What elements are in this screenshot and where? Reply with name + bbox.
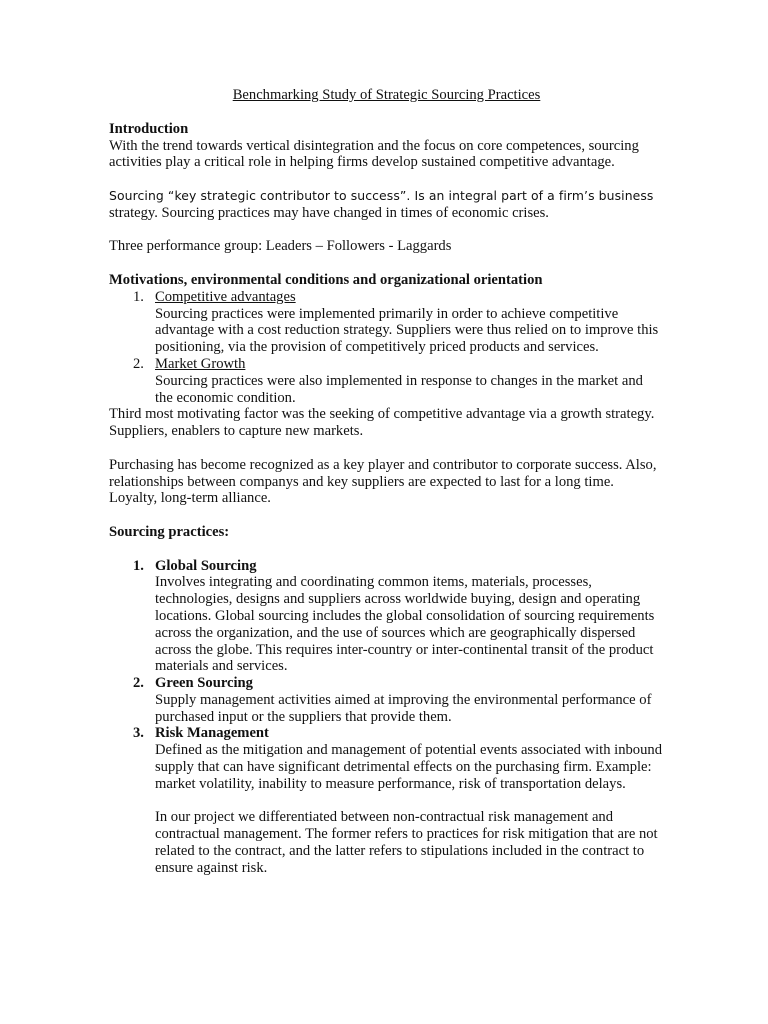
introduction-heading: Introduction bbox=[109, 120, 189, 137]
sourcing-paragraph-line-1: Sourcing “key strategic contributor to success”. Is an integral part of a firm’s business bbox=[109, 187, 654, 203]
motivation-item-text: Sourcing practices were implemented primarily in order to achieve competitive advantage with a cost reduction strategy. Suppliers were thus relied on to improve this positioning, via the provision of competitively priced products and services. bbox=[155, 305, 659, 356]
practice-item-number: 1. bbox=[133, 557, 144, 574]
motivation-item-title: Market Growth bbox=[155, 355, 246, 372]
practice-item bbox=[109, 725, 664, 792]
purchasing-paragraph: Purchasing has become recognized as a key player and contributor to corporate success. Also, relationships between companys and key suppliers are expected to last for a long time. Loyalty, long-term alliance. bbox=[109, 456, 657, 507]
motivation-item-text: Sourcing practices were also implemented in response to changes in the market and the economic condition. bbox=[155, 372, 643, 406]
third-factor-paragraph: Third most motivating factor was the seeking of competitive advantage via a growth strategy. Suppliers, enablers to capture new markets. bbox=[109, 406, 655, 440]
introduction-paragraph: With the trend towards vertical disintegration and the focus on core competences, sourcing activities play a critical role in helping firms develop sustained competitive advantage. bbox=[109, 137, 639, 171]
document-page bbox=[109, 87, 664, 877]
motivation-item-number: 2. bbox=[133, 355, 144, 372]
motivation-item-title: Competitive advantages bbox=[155, 288, 296, 305]
motivation-item bbox=[109, 356, 664, 406]
risk-followup-paragraph: In our project we differentiated between non-contractual risk management and contractual management. The former refers to practices for risk mitigation that are not related to the contract, and the latter refers to stipulations included in the contract to ensure against risk. bbox=[155, 809, 658, 876]
practice-item-text: Supply management activities aimed at improving the environmental performance of purchased input or the suppliers that provide them. bbox=[155, 691, 652, 725]
practice-item bbox=[109, 558, 664, 676]
motivations-heading: Motivations, environmental conditions and organizational orientation bbox=[109, 271, 543, 288]
sourcing-practices-heading: Sourcing practices: bbox=[109, 523, 230, 540]
practice-item-title: Global Sourcing bbox=[155, 557, 257, 574]
sourcing-paragraph-line-2: strategy. Sourcing practices may have changed in times of economic crises. bbox=[109, 204, 549, 221]
practice-item-text: Involves integrating and coordinating common items, materials, processes, technologies, designs and suppliers across worldwide buying, design and operating locations. Global sourcing includes the global consolidation of sourcing requirements across the organization, and the use of sources which are geographically dispersed across the globe. This requires inter-country or inter-continental transit of the product materials and services. bbox=[155, 574, 655, 675]
sourcing-practices-list bbox=[109, 558, 664, 793]
practice-item-number: 3. bbox=[133, 725, 144, 742]
practice-item-title: Risk Management bbox=[155, 725, 269, 742]
motivation-item bbox=[109, 289, 664, 356]
motivations-list bbox=[109, 289, 664, 407]
practice-item-text: Defined as the mitigation and management of potential events associated with inbound supply that can have significant detrimental effects on the purchasing firm. Example: market volatility, inability to measure performance, risk of transportation delays. bbox=[155, 742, 662, 792]
document-title: Benchmarking Study of Strategic Sourcing Practices bbox=[232, 87, 541, 103]
practice-item-title: Green Sourcing bbox=[155, 675, 253, 692]
practice-item bbox=[109, 675, 664, 725]
performance-groups-line: Three performance group: Leaders – Followers - Laggards bbox=[109, 238, 452, 255]
practice-item-number: 2. bbox=[133, 675, 144, 692]
motivation-item-number: 1. bbox=[133, 288, 144, 305]
